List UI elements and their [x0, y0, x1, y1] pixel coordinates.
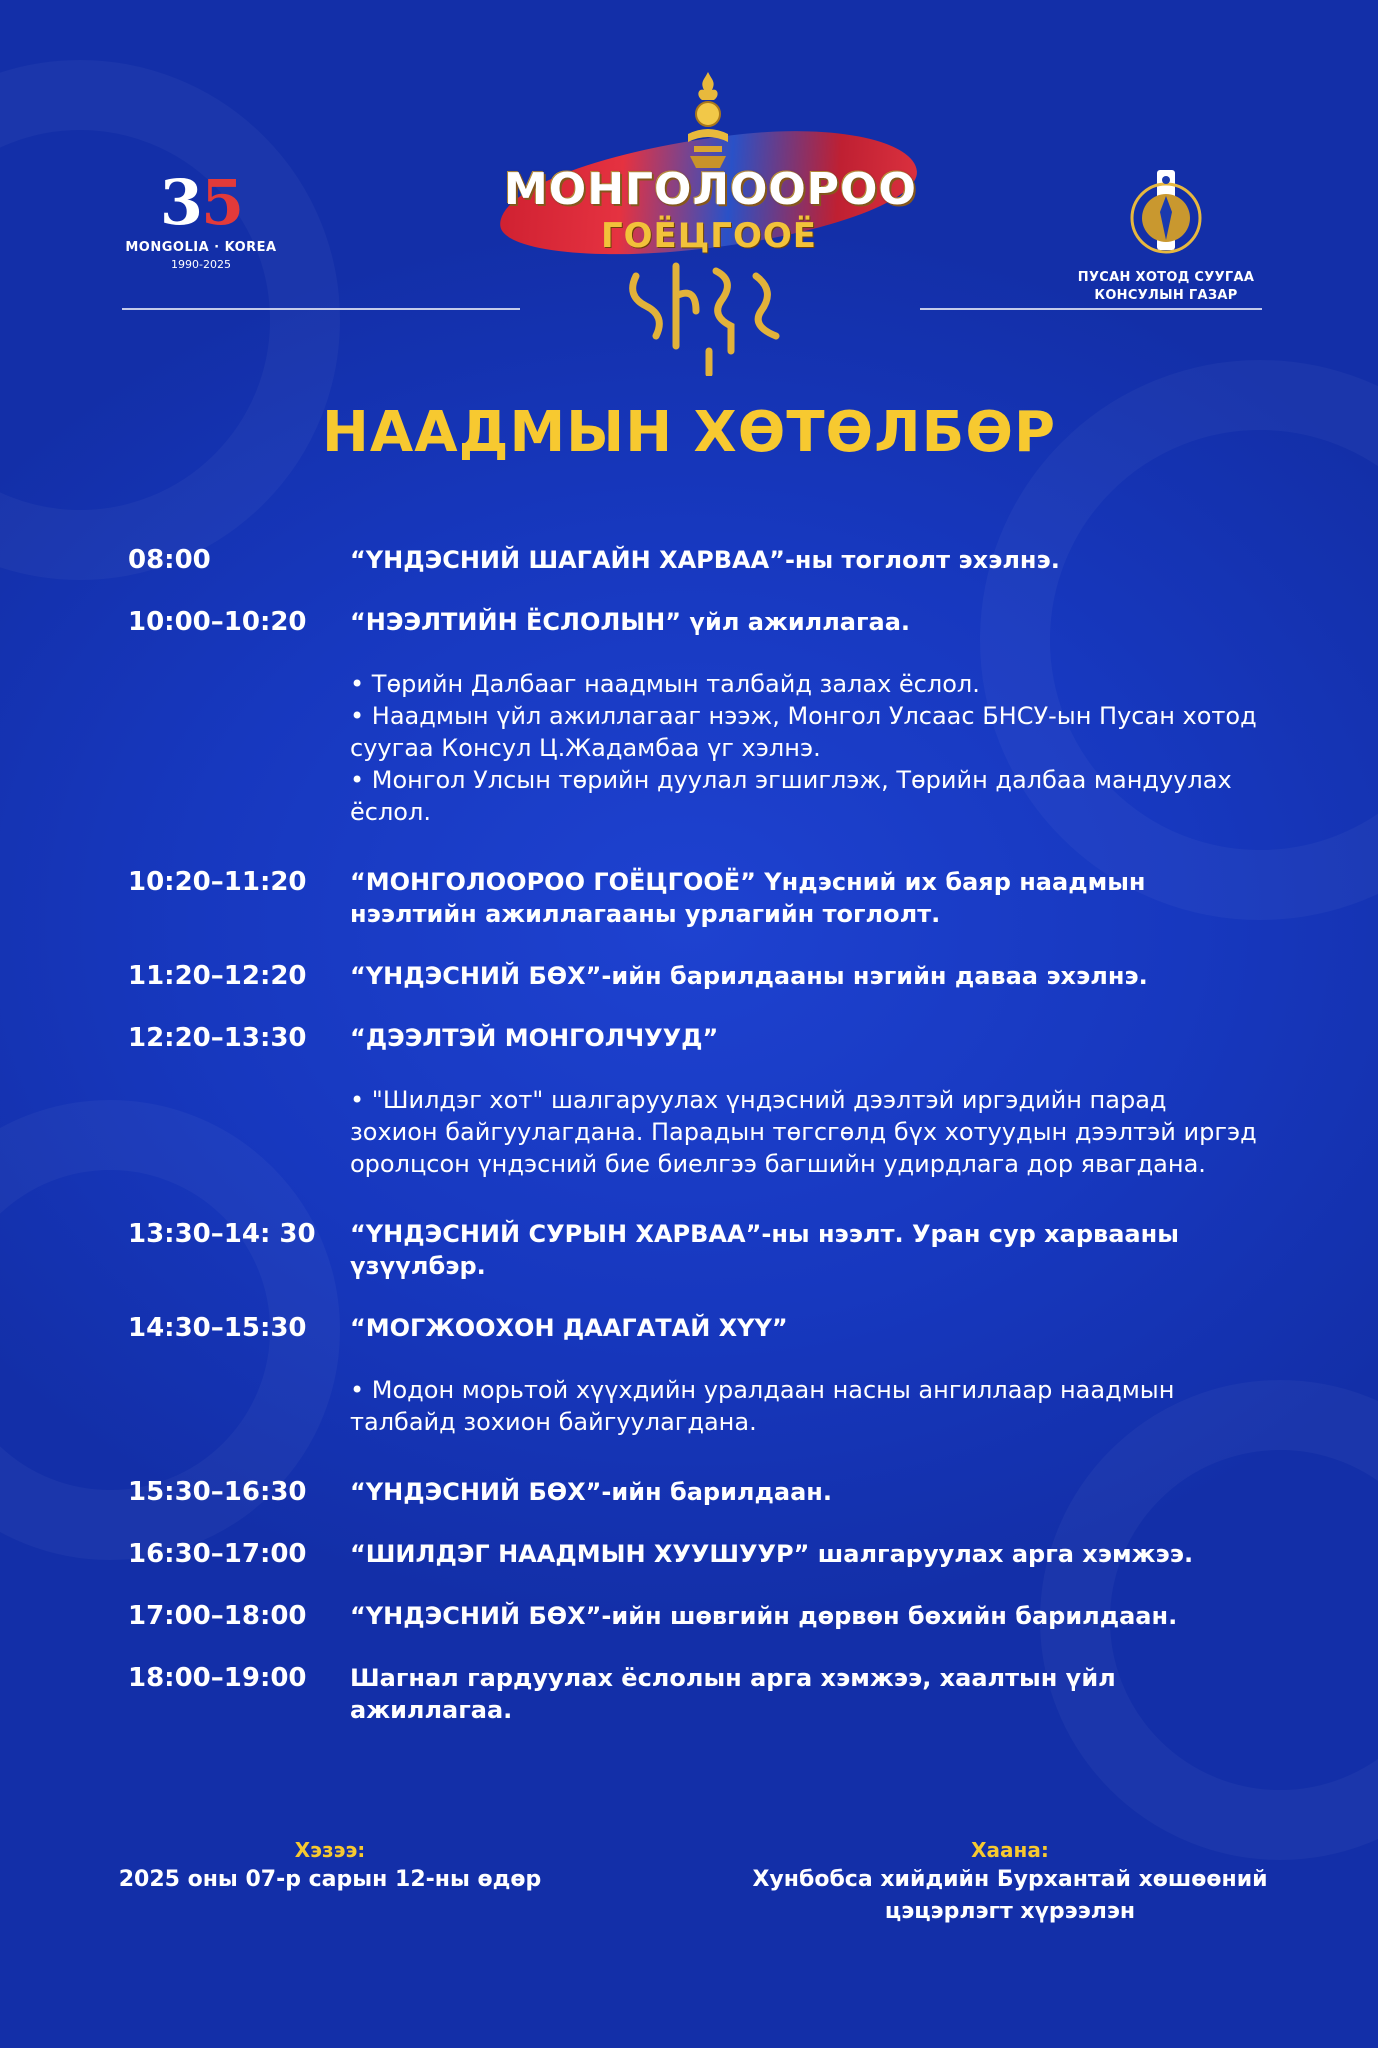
detail-item: • "Шилдэг хот" шалгаруулах үндэсний дээлтэй иргэдийн парад зохион байгуулагдана. Парадын төгсгөлд бүх хотуудын дээлтэй иргэд оролцсон үндэсний бие биелгээ багшийн удирдлага дор явагдана. [350, 1086, 1257, 1178]
anniversary-years: 1990-2025 [171, 258, 231, 271]
mongolian-script-icon [616, 256, 802, 376]
schedule-row [128, 1476, 1258, 1508]
when-label: Хэзээ: [294, 1838, 366, 1862]
schedule-description: “МОГЖООХОН ДААГАТАЙ ХҮҮ” [350, 1314, 788, 1342]
schedule-row [128, 1662, 1258, 1726]
anniversary-number: 35 [159, 166, 243, 239]
page-title: НААДМЫН ХӨТӨЛБӨР [322, 400, 1056, 465]
schedule-time: 11:20–12:20 [128, 961, 307, 991]
detail-item: • Наадмын үйл ажиллагааг нээж, Монгол Улсаас БНСУ-ын Пусан хотод суугаа Консул Ц.Жадамбаа үг хэлнэ. [350, 702, 1257, 762]
schedule-details-deel [350, 1084, 1258, 1180]
schedule-description: “ҮНДЭСНИЙ БӨХ”-ийн барилдааны нэгийн даваа эхэлнэ. [350, 962, 1148, 990]
schedule-time: 18:00–19:00 [128, 1663, 307, 1693]
consulate-name-line1: ПУСАН ХОТОД СУУГАА [1077, 270, 1255, 285]
schedule-row [128, 606, 1258, 638]
schedule-time: 13:30–14: 30 [128, 1219, 316, 1249]
schedule-list [128, 544, 1258, 1756]
detail-item: • Монгол Улсын төрийн дуулал эгшиглэж, Төрийн далбаа мандуулах ёслол. [350, 766, 1232, 826]
when-value: 2025 оны 07-р сарын 12-ны өдөр [118, 1867, 542, 1892]
consulate-logo [1056, 168, 1276, 303]
anniversary-countries: MONGOLIA · KOREA [125, 240, 277, 255]
consulate-name-line2: КОНСУЛЫН ГАЗАР [1094, 288, 1238, 303]
schedule-description: “МОНГОЛООРОО ГОЁЦГООЁ” Үндэсний их баяр наадмын нээлтийн ажиллагааны урлагийн тоглолт. [350, 868, 1146, 928]
schedule-details-opening [350, 668, 1258, 828]
consulate-emblem-icon [1111, 168, 1221, 256]
detail-item: • Модон морьтой хүүхдийн уралдаан насны ангиллаар наадмын талбайд зохион байгуулагдана. [350, 1376, 1175, 1436]
schedule-description: “ШИЛДЭГ НААДМЫН ХУУШУУР” шалгаруулах арга хэмжээ. [350, 1540, 1194, 1568]
schedule-description: “ДЭЭЛТЭЙ МОНГОЛЧУУД” [350, 1024, 719, 1052]
header-divider-right [920, 308, 1262, 310]
header-divider-left [122, 308, 520, 310]
schedule-description: “ҮНДЭСНИЙ СУРЫН ХАРВАА”-ны нээлт. Уран сур харвааны үзүүлбэр. [350, 1220, 1179, 1280]
anniversary-logo [122, 166, 280, 271]
schedule-row [128, 1218, 1258, 1282]
schedule-time: 16:30–17:00 [128, 1539, 307, 1569]
schedule-description: “ҮНДЭСНИЙ БӨХ”-ийн барилдаан. [350, 1478, 832, 1506]
schedule-time: 17:00–18:00 [128, 1601, 307, 1631]
schedule-row [128, 544, 1258, 576]
where-value-line1: Хунбобса хийдийн Бурхантай хөшөөний [752, 1867, 1268, 1892]
schedule-row [128, 960, 1258, 992]
schedule-row [128, 1538, 1258, 1570]
schedule-row [128, 1312, 1258, 1344]
schedule-description: Шагнал гардуулах ёслолын арга хэмжээ, хаалтын үйл ажиллагаа. [350, 1664, 1116, 1724]
festival-logo [478, 68, 938, 378]
schedule-details-horse [350, 1374, 1258, 1438]
schedule-time: 10:20–11:20 [128, 867, 307, 897]
schedule-description: “ҮНДЭСНИЙ БӨХ”-ийн шөвгийн дөрвөн бөхийн барилдаан. [350, 1602, 1178, 1630]
schedule-time: 12:20–13:30 [128, 1023, 307, 1053]
event-where [720, 1836, 1300, 1928]
schedule-row [128, 1022, 1258, 1054]
where-label: Хаана: [971, 1838, 1049, 1862]
schedule-row [128, 1600, 1258, 1632]
schedule-description: “НЭЭЛТИЙН ЁСЛОЛЫН” үйл ажиллагаа. [350, 608, 911, 636]
detail-item: • Төрийн Далбааг наадмын талбайд залах ёслол. [350, 670, 980, 698]
event-when [110, 1836, 550, 1896]
festival-logo-title: МОНГОЛООРОО [504, 164, 917, 215]
schedule-time: 15:30–16:30 [128, 1477, 307, 1507]
schedule-time: 10:00–10:20 [128, 607, 307, 637]
schedule-time: 08:00 [128, 545, 211, 575]
festival-logo-subtitle: ГОЁЦГООЁ [600, 216, 818, 256]
schedule-time: 14:30–15:30 [128, 1313, 307, 1343]
schedule-row [128, 866, 1258, 930]
schedule-description: “ҮНДЭСНИЙ ШАГАЙН ХАРВАА”-ны тоглолт эхэлнэ. [350, 546, 1060, 574]
where-value-line2: цэцэрлэгт хүрээлэн [884, 1899, 1136, 1924]
soyombo-icon [676, 68, 740, 178]
